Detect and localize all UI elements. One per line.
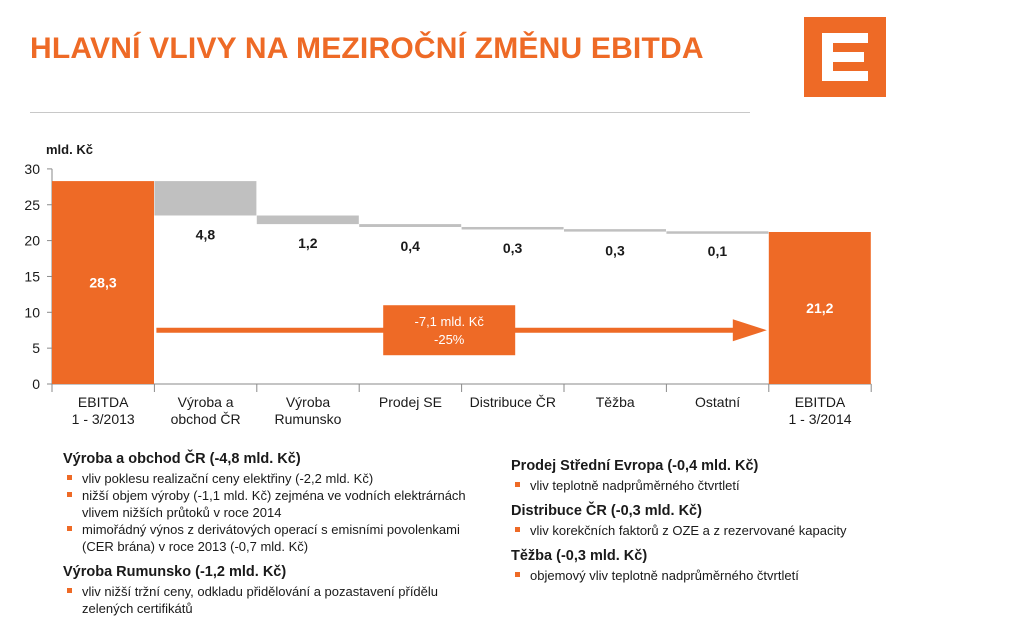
x-category-label [72, 394, 135, 427]
x-category-label-line: Prodej SE [378, 394, 442, 410]
change-annotation-amount: -7,1 mld. Kč [414, 314, 484, 330]
x-category-label-line: EBITDA [77, 394, 129, 410]
note-heading: Těžba (-0,3 mld. Kč) [511, 548, 648, 564]
bar-decrease [154, 181, 256, 215]
note-heading: Distribuce ČR (-0,3 mld. Kč) [511, 503, 702, 519]
note-list [511, 477, 881, 494]
x-category-label [695, 394, 740, 410]
note-item: vliv nižší tržní ceny, odkladu přidělování a pozastavení přídělu zelených certifikátů [63, 583, 483, 617]
waterfall-chart [0, 130, 1013, 450]
bar-value-label: 0,3 [502, 240, 523, 257]
x-category-label [171, 394, 241, 427]
cez-logo-icon [804, 17, 886, 97]
bar-decrease [666, 231, 768, 234]
note-item: vliv teplotně nadprůměrného čtvrtletí [511, 477, 881, 494]
bar-decrease [257, 216, 359, 225]
bar-value-label: 1,2 [298, 235, 318, 252]
y-tick-label: 0 [32, 376, 40, 392]
x-category-label-line: Ostatní [695, 394, 741, 410]
bar-decrease [462, 227, 564, 230]
bar-value-label: 0,1 [707, 242, 728, 259]
change-annotation-percent: -25% [434, 332, 465, 348]
y-tick-label: 10 [24, 304, 40, 321]
x-category-label-line: Distribuce ČR [469, 394, 556, 410]
note-item: objemový vliv teplotně nadprůměrného čtvrtletí [511, 567, 881, 584]
title-divider [30, 112, 750, 113]
x-category-label [275, 394, 342, 427]
x-category-label-line: obchod ČR [170, 411, 241, 427]
note-item: mimořádný výnos z derivátových operací s emisními povolenkami (CER brána) v roce 2013 (-0,7 mld. Kč) [63, 521, 483, 555]
x-category-label-line: 1 - 3/2014 [788, 411, 852, 427]
note-heading: Výroba a obchod ČR (-4,8 mld. Kč) [63, 451, 301, 467]
note-list [511, 567, 881, 584]
bar-value-label: 21,2 [806, 299, 834, 316]
bar-decrease [359, 224, 461, 227]
bar-value-label: 28,3 [89, 274, 117, 291]
x-category-label-line: Těžba [595, 394, 635, 410]
note-heading: Výroba Rumunsko (-1,2 mld. Kč) [63, 564, 287, 580]
bar-value-label: 0,3 [605, 242, 625, 259]
y-tick-label: 30 [24, 160, 40, 177]
x-category-label-line: EBITDA [794, 394, 846, 410]
bar-value-label: 0,4 [400, 237, 420, 254]
note-list [63, 470, 483, 555]
y-axis-unit-label: mld. Kč [46, 142, 93, 157]
y-tick-label: 25 [24, 196, 40, 213]
note-list [511, 522, 881, 539]
slide-title: HLAVNÍ VLIVY NA MEZIROČNÍ ZMĚNU EBITDA [30, 32, 704, 65]
note-item: vliv korekčních faktorů z OZE a z rezervované kapacity [511, 522, 881, 539]
x-category-label [596, 394, 635, 410]
y-tick-label: 20 [24, 232, 40, 249]
note-heading: Prodej Střední Evropa (-0,4 mld. Kč) [511, 458, 759, 474]
note-item: vliv poklesu realizační ceny elektřiny (-2,2 mld. Kč) [63, 470, 483, 487]
y-tick-label: 5 [32, 340, 40, 357]
bar-decrease [564, 229, 666, 232]
x-category-label [788, 394, 851, 427]
note-item: nižší objem výroby (-1,1 mld. Kč) zejména ve vodních elektrárnách vlivem nižších průtoků v roce 2014 [63, 487, 483, 521]
note-list [63, 583, 483, 617]
change-arrow-head [733, 319, 767, 341]
notes-left-column [63, 451, 483, 626]
x-category-label [379, 394, 442, 410]
y-tick-label: 15 [24, 268, 40, 285]
x-category-label-line: Výroba [285, 394, 331, 410]
x-category-label-line: 1 - 3/2013 [71, 411, 135, 427]
x-category-label-line: Rumunsko [274, 411, 342, 427]
notes-right-column [511, 458, 881, 593]
x-category-label-line: Výroba a [177, 394, 234, 410]
bar-value-label: 4,8 [195, 226, 216, 243]
change-annotation-box [383, 305, 515, 355]
x-category-label [470, 394, 556, 410]
